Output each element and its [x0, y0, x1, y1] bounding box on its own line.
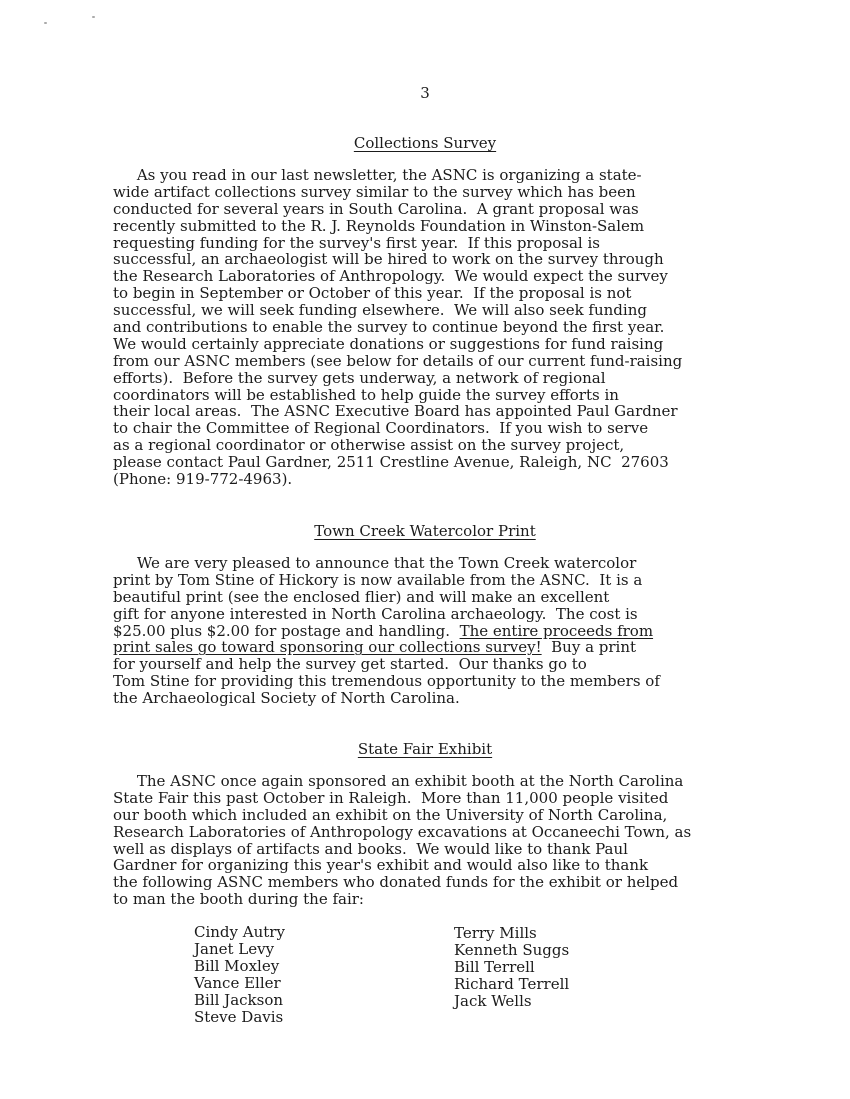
- watercolor-print-paragraph: [113, 555, 733, 707]
- paragraph-line: as a regional coordinator or otherwise assist on the survey project,: [113, 436, 625, 455]
- list-item: Bill Terrell: [454, 958, 535, 976]
- paragraph-line: print by Tom Stine of Hickory is now available from the ASNC. It is a: [113, 570, 643, 589]
- page-number: 3: [420, 84, 430, 102]
- paragraph-line: State Fair this past October in Raleigh. More than 11,000 people visited: [113, 788, 669, 807]
- underlined-text: The entire proceeds from: [459, 621, 654, 640]
- paragraph-line: well as displays of artifacts and books. We would like to thank Paul: [113, 839, 628, 858]
- paragraph-line: gift for anyone interested in North Carolina archaeology. The cost is: [113, 604, 638, 623]
- paragraph-line: the following ASNC members who donated funds for the exhibit or helped: [113, 873, 679, 892]
- list-item: Jack Wells: [454, 992, 532, 1010]
- paragraph-line: successful, we will seek funding elsewhere. We will also seek funding: [113, 301, 647, 320]
- paragraph-line: the Research Laboratories of Anthropology. We would expect the survey: [113, 267, 668, 286]
- paragraph-line: the Archaeological Society of North Carolina.: [113, 689, 460, 708]
- paragraph-line: our booth which included an exhibit on the University of North Carolina,: [113, 805, 668, 824]
- paragraph-line: requesting funding for the survey's first year. If this proposal is: [113, 233, 600, 252]
- paragraph-line: please contact Paul Gardner, 2511 Crestline Avenue, Raleigh, NC 27603: [113, 453, 669, 472]
- paragraph-line: efforts). Before the survey gets underway, a network of regional: [113, 368, 606, 387]
- paragraph-line: The ASNC once again sponsored an exhibit booth at the North Carolina: [113, 772, 684, 790]
- list-item: Richard Terrell: [454, 975, 570, 993]
- names-list-right: [454, 925, 569, 1010]
- paragraph-line: to chair the Committee of Regional Coordinators. If you wish to serve: [113, 419, 649, 438]
- collections-survey-heading: Collections Survey: [353, 134, 497, 152]
- collections-survey-paragraph: [113, 167, 733, 488]
- paragraph-line: Gardner for organizing this year's exhibit and would also like to thank: [113, 856, 649, 875]
- paragraph-line: to begin in September or October of this year. If the proposal is not: [113, 284, 632, 303]
- paragraph-line: (Phone: 919-772-4963).: [113, 470, 293, 489]
- watercolor-print-heading: Town Creek Watercolor Print: [314, 522, 536, 540]
- scan-speck: [92, 16, 95, 18]
- line-text: $25.00 plus $2.00 for postage and handling.: [113, 621, 460, 640]
- paragraph-line: wide artifact collections survey similar to the survey which has been: [113, 182, 636, 201]
- paragraph-line: conducted for several years in South Carolina. A grant proposal was: [113, 199, 639, 218]
- list-item: Steve Davis: [194, 1008, 284, 1026]
- paragraph-line: their local areas. The ASNC Executive Board has appointed Paul Gardner: [113, 402, 678, 421]
- paragraph-line: and contributions to enable the survey to continue beyond the first year.: [113, 318, 665, 337]
- paragraph-line: As you read in our last newsletter, the ASNC is organizing a state-: [113, 166, 642, 184]
- paragraph-line: [113, 639, 733, 656]
- paragraph-line: coordinators will be established to help guide the survey efforts in: [113, 385, 619, 404]
- list-item: Janet Levy: [194, 940, 275, 958]
- list-item: Terry Mills: [454, 924, 537, 942]
- paragraph-line: beautiful print (see the enclosed flier) and will make an excellent: [113, 587, 610, 606]
- list-item: Vance Eller: [194, 974, 281, 992]
- paragraph-line: We would certainly appreciate donations or suggestions for fund raising: [113, 334, 664, 353]
- list-item: Bill Moxley: [194, 957, 280, 975]
- names-list-left: [194, 924, 285, 1026]
- paragraph-line: [113, 623, 733, 640]
- list-item: Bill Jackson: [194, 991, 284, 1009]
- underlined-text: print sales go toward sponsoring our collections survey!: [113, 638, 542, 657]
- state-fair-paragraph: [113, 773, 733, 908]
- paragraph-line: from our ASNC members (see below for details of our current fund-raising: [113, 351, 683, 370]
- scan-speck: [44, 22, 47, 24]
- list-item: Kenneth Suggs: [454, 941, 570, 959]
- paragraph-line: recently submitted to the R. J. Reynolds Foundation in Winston-Salem: [113, 216, 645, 235]
- paragraph-line: We are very pleased to announce that the Town Creek watercolor: [113, 554, 637, 572]
- list-item: Cindy Autry: [194, 923, 285, 941]
- paragraph-line: for yourself and help the survey get started. Our thanks go to: [113, 655, 587, 674]
- paragraph-line: to man the booth during the fair:: [113, 890, 364, 909]
- paragraph-line: Tom Stine for providing this tremendous opportunity to the members of: [113, 672, 660, 691]
- paragraph-line: successful, an archaeologist will be hired to work on the survey through: [113, 250, 664, 269]
- line-text: Buy a print: [541, 638, 637, 657]
- state-fair-heading: State Fair Exhibit: [357, 740, 493, 758]
- paragraph-line: Research Laboratories of Anthropology excavations at Occaneechi Town, as: [113, 822, 692, 841]
